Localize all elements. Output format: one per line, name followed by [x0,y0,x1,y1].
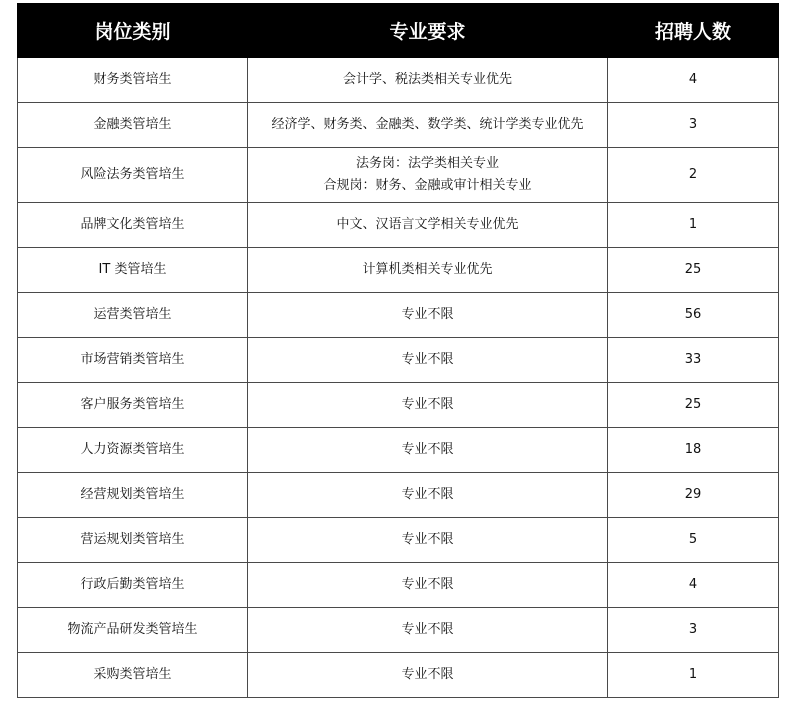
cell-requirement [248,653,608,698]
cell-requirement [248,518,608,563]
header-count: 招聘人数 [608,4,779,58]
table-row [18,518,779,563]
cell-category: 市场营销类管培生 [18,338,248,383]
requirement-line: 专业不限 [401,667,454,682]
cell-count: 29 [608,473,779,518]
table-body [18,58,779,698]
cell-requirement [248,383,608,428]
cell-requirement [248,148,608,203]
table-row [18,563,779,608]
table-row [18,338,779,383]
cell-count: 56 [608,293,779,338]
cell-category: 金融类管培生 [18,103,248,148]
cell-count: 33 [608,338,779,383]
cell-category: 运营类管培生 [18,293,248,338]
requirement-line: 专业不限 [401,397,454,412]
table-row [18,383,779,428]
recruitment-table-container [17,3,779,698]
table-row [18,473,779,518]
table-row [18,103,779,148]
cell-count: 3 [608,103,779,148]
cell-count: 5 [608,518,779,563]
cell-category: 品牌文化类管培生 [18,203,248,248]
header-requirement: 专业要求 [248,4,608,58]
cell-category: 采购类管培生 [18,653,248,698]
requirement-line: 会计学、税法类相关专业优先 [342,72,512,87]
cell-category: 客户服务类管培生 [18,383,248,428]
table-row [18,428,779,473]
cell-count: 2 [608,148,779,203]
cell-requirement [248,473,608,518]
table-row [18,203,779,248]
cell-category: 经营规划类管培生 [18,473,248,518]
cell-requirement [248,608,608,653]
cell-count: 3 [608,608,779,653]
table-row [18,58,779,103]
requirement-line: 中文、汉语言文学相关专业优先 [336,217,519,232]
cell-category: 风险法务类管培生 [18,148,248,203]
cell-category: 营运规划类管培生 [18,518,248,563]
requirement-line: 专业不限 [401,532,454,547]
requirement-line: 专业不限 [401,307,454,322]
table-row [18,248,779,293]
cell-requirement [248,428,608,473]
cell-count: 18 [608,428,779,473]
requirement-line: 专业不限 [401,352,454,367]
cell-requirement [248,103,608,148]
cell-requirement [248,338,608,383]
table-row [18,608,779,653]
cell-count: 25 [608,383,779,428]
cell-requirement [248,58,608,103]
cell-category: 人力资源类管培生 [18,428,248,473]
table-row [18,653,779,698]
cell-count: 4 [608,58,779,103]
cell-category: 财务类管培生 [18,58,248,103]
cell-count: 1 [608,203,779,248]
requirement-line: 专业不限 [401,442,454,457]
cell-count: 4 [608,563,779,608]
cell-count: 1 [608,653,779,698]
requirement-line: 法务岗：法学类相关专业 [355,156,499,171]
cell-count: 25 [608,248,779,293]
requirement-line: 合规岗：财务、金融或审计相关专业 [323,178,532,193]
cell-requirement [248,248,608,293]
cell-requirement [248,563,608,608]
cell-category: IT 类管培生 [18,248,248,293]
recruitment-table [17,3,779,698]
requirement-line: 经济学、财务类、金融类、数学类、统计学类专业优先 [271,117,584,132]
cell-category: 行政后勤类管培生 [18,563,248,608]
cell-category: 物流产品研发类管培生 [18,608,248,653]
requirement-line: 专业不限 [401,487,454,502]
cell-requirement [248,293,608,338]
requirement-line: 计算机类相关专业优先 [362,262,493,277]
table-row [18,148,779,203]
header-category: 岗位类别 [18,4,248,58]
requirement-line: 专业不限 [401,622,454,637]
table-header-row [18,4,779,58]
table-row [18,293,779,338]
requirement-line: 专业不限 [401,577,454,592]
cell-requirement [248,203,608,248]
